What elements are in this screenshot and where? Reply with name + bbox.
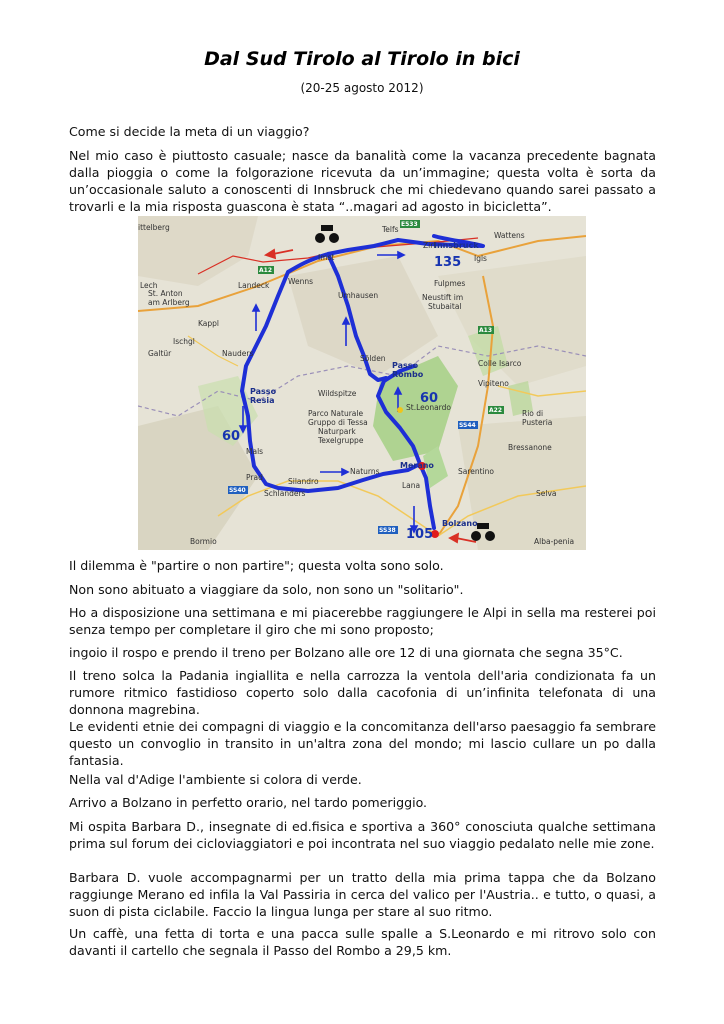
stage-km-60-resia: 60: [222, 429, 241, 444]
paragraph-5: Il treno solca la Padania ingiallita e nella carrozza la ventola dell'aria condizionata fa un rumore ritmico fastidioso coperto solo dalla cacofonia di un’infinita telefonata di una donnona magrebina.: [69, 668, 656, 717]
place-gruppo-tessa: Gruppo di Tessa: [308, 418, 368, 427]
road-label-a12: A12: [259, 267, 272, 274]
paragraph-2: Non sono abituato a viaggiare da solo, non sono un "solitario".: [69, 582, 464, 597]
place-bolzano: Bolzano: [442, 519, 478, 528]
road-label-a13: A13: [479, 327, 492, 334]
place-prad: Prad: [246, 473, 263, 482]
place-parco: Parco Naturale: [308, 409, 364, 418]
paragraph-3: Ho a disposizione una settimana e mi piacerebbe raggiungere le Alpi in sella ma resterei poi senza tempo per completare il giro che mi sono proposto;: [69, 605, 656, 637]
place-wattens: Wattens: [494, 231, 525, 240]
intro-paragraph: Nel mio caso è piuttosto casuale; nasce da banalità come la vacanza precedente bagnata dalla pioggia o come la folgorazione ricevuta da un’immagine; questa volta è sorta da un’occasionale saluto a conoscenti di Innsbruck che mi chiedevano quando sarei passato a trovarli e la mia risposta guascona è stata “..magari ad agosto in bicicletta”.: [69, 148, 656, 214]
paragraph-6: Le evidenti etnie dei compagni di viaggio e la concomitanza dell'arso paesaggio fa sembrare questo un convoglio in transito in un'altra zona del mondo; mi lascio cullare un po dalla fantasia.: [69, 719, 656, 768]
place-am-arlberg: am Arlberg: [148, 298, 190, 307]
place-umhausen: Umhausen: [338, 291, 379, 300]
place-igls: Igls: [474, 254, 487, 263]
place-landeck: Landeck: [238, 281, 270, 290]
paragraph-1: Il dilemma è "partire o non partire"; questa volta sono solo.: [69, 558, 444, 573]
road-label-e533: E533: [401, 221, 418, 228]
paragraph-9: Mi ospita Barbara D., insegnate di ed.fisica e sportiva a 360° conosciuta qualche settimana prima sul forum dei cicloviaggiatori e poi incontrata nel suo viaggio pedalato nelle mie zone.: [69, 819, 656, 851]
place-passo-rombo-2: Rombo: [392, 370, 424, 379]
paragraph-7: Nella val d'Adige l'ambiente si colora di verde.: [69, 772, 362, 787]
place-pusteria: Pusteria: [522, 418, 553, 427]
place-texelgruppe: Texelgruppe: [318, 436, 364, 445]
route-map: [138, 216, 586, 550]
place-nauders: Nauders: [222, 349, 254, 358]
place-merano: Merano: [400, 461, 434, 470]
document-subtitle: (20-25 agosto 2012): [300, 81, 424, 95]
road-label-ss40: SS40: [229, 487, 246, 494]
place-zirl: Zirl: [423, 241, 436, 250]
place-galtur: Galtür: [148, 349, 172, 358]
paragraph-10: Barbara D. vuole accompagnarmi per un tratto della mia prima tappa che da Bolzano raggiunge Merano ed infila la Val Passiria in cerca del valico per l'Austria.. e tutto, o quasi, a suon di pista ciclabile. Faccio la lingua lunga per stare al suo ritmo.: [69, 870, 656, 919]
place-innsbruck: Innsbruck: [434, 241, 479, 250]
place-wenns: Wenns: [288, 277, 314, 286]
stage-km-105: 105: [406, 527, 434, 542]
route-map-svg: [138, 216, 586, 550]
place-st-anton: St. Anton: [148, 289, 183, 298]
road-label-ss44: SS44: [459, 422, 476, 429]
place-neustift-2: Stubaital: [428, 302, 462, 311]
place-solden: Sölden: [360, 354, 386, 363]
place-selva: Selva: [536, 489, 557, 498]
place-telfs: Telfs: [382, 225, 399, 234]
place-alba-penia: Alba-penia: [534, 537, 575, 546]
place-naturns: Naturns: [350, 467, 380, 476]
place-naturpark: Naturpark: [318, 427, 356, 436]
place-kappl: Kappl: [198, 319, 219, 328]
place-bressanone: Bressanone: [508, 443, 552, 452]
place-imst: Imst: [318, 253, 335, 262]
place-schlanders: Schlanders: [264, 489, 306, 498]
stage-km-60-rombo: 60: [420, 391, 439, 406]
place-fulpmes: Fulpmes: [434, 279, 466, 288]
place-mittelberg: ittelberg: [138, 223, 170, 232]
place-vipiteno: Vipiteno: [478, 379, 509, 388]
place-passo-resia-2: Resia: [250, 396, 275, 405]
place-rio-di: Rio di: [522, 409, 544, 418]
place-passo-resia-1: Passo: [250, 387, 277, 396]
paragraph-4: ingoio il rospo e prendo il treno per Bolzano alle ore 12 di una giornata che segna 35°C.: [69, 645, 623, 660]
place-sarentino: Sarentino: [458, 467, 495, 476]
place-mals: Mals: [246, 447, 264, 456]
place-colle-isarco: Colle Isarco: [478, 359, 522, 368]
stage-km-135: 135: [434, 255, 462, 270]
road-label-a22: A22: [489, 407, 502, 414]
place-neustift-1: Neustift im: [422, 293, 464, 302]
place-lech: Lech: [140, 281, 158, 290]
place-silandro: Silandro: [288, 477, 319, 486]
place-wildspitze: Wildspitze: [318, 389, 357, 398]
paragraph-8: Arrivo a Bolzano in perfetto orario, nel tardo pomeriggio.: [69, 795, 428, 810]
intro-question: Come si decide la meta di un viaggio?: [69, 124, 310, 139]
place-st-leonardo: St.Leonardo: [406, 403, 451, 412]
document-title: Dal Sud Tirolo al Tirolo in bici: [204, 48, 520, 70]
place-ischgl: Ischgl: [173, 337, 195, 346]
paragraph-11: Un caffè, una fetta di torta e una pacca sulle spalle a S.Leonardo e mi ritrovo solo con davanti il cartello che segnala il Passo del Rombo a 29,5 km.: [69, 926, 656, 958]
place-bormio: Bormio: [190, 537, 217, 546]
place-lana: Lana: [402, 481, 421, 490]
place-passo-rombo-1: Passo: [392, 361, 419, 370]
road-label-ss38: SS38: [379, 527, 396, 534]
